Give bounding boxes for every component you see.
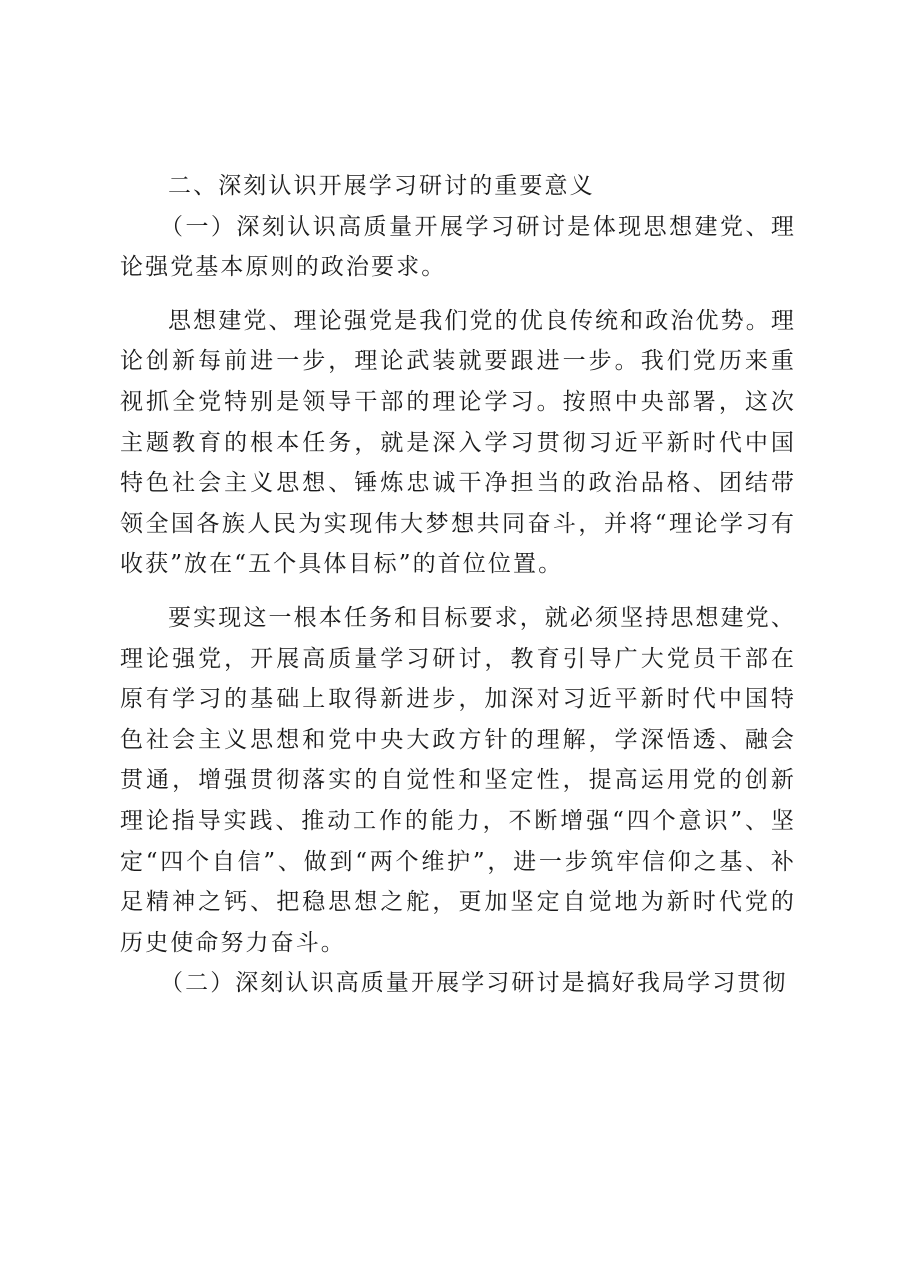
sub-heading-two: （二）深刻认识高质量开展学习研讨是搞好我局学习贯彻 [160, 970, 788, 997]
paragraph-one: 思想建党、理论强党是我们党的优良传统和政治优势。理论创新每前进一步，理论武装就要跟进一步。我们党历来重视抓全党特别是领导干部的理论学习。按照中央部署，这次主题教育的根本任务，就是深入学习贯彻习近平新时代中国特色社会主义思想、锤炼忠诚干净担当的政治品格、团结带领全国各族人民为实现伟大梦想共同奋斗，并将“理论学习有收获”放在“五个具体目标”的首位位置。 [120, 307, 796, 578]
paragraph-two: 要实现这一根本任务和目标要求，就必须坚持思想建党、理论强党，开展高质量学习研讨，教育引导广大党员干部在原有学习的基础上取得新进步，加深对习近平新时代中国特色社会主义思想和党中央大政方针的理解，学深悟透、融会贯通，增强贯彻落实的自觉性和坚定性，提高运用党的创新理论指导实践、推动工作的能力，不断增强“四个意识”、坚定“四个自信”、做到“两个维护”，进一步筑牢信仰之基、补足精神之钙、把稳思想之舵，更加坚定自觉地为新时代党的历史使命努力奋斗。 [120, 604, 796, 956]
sub-heading-one: （一）深刻认识高质量开展学习研讨是体现思想建党、理论强党基本原则的政治要求。 [120, 213, 796, 281]
document-body [120, 166, 796, 1004]
section-heading: 二、深刻认识开展学习研讨的重要意义 [168, 173, 595, 199]
